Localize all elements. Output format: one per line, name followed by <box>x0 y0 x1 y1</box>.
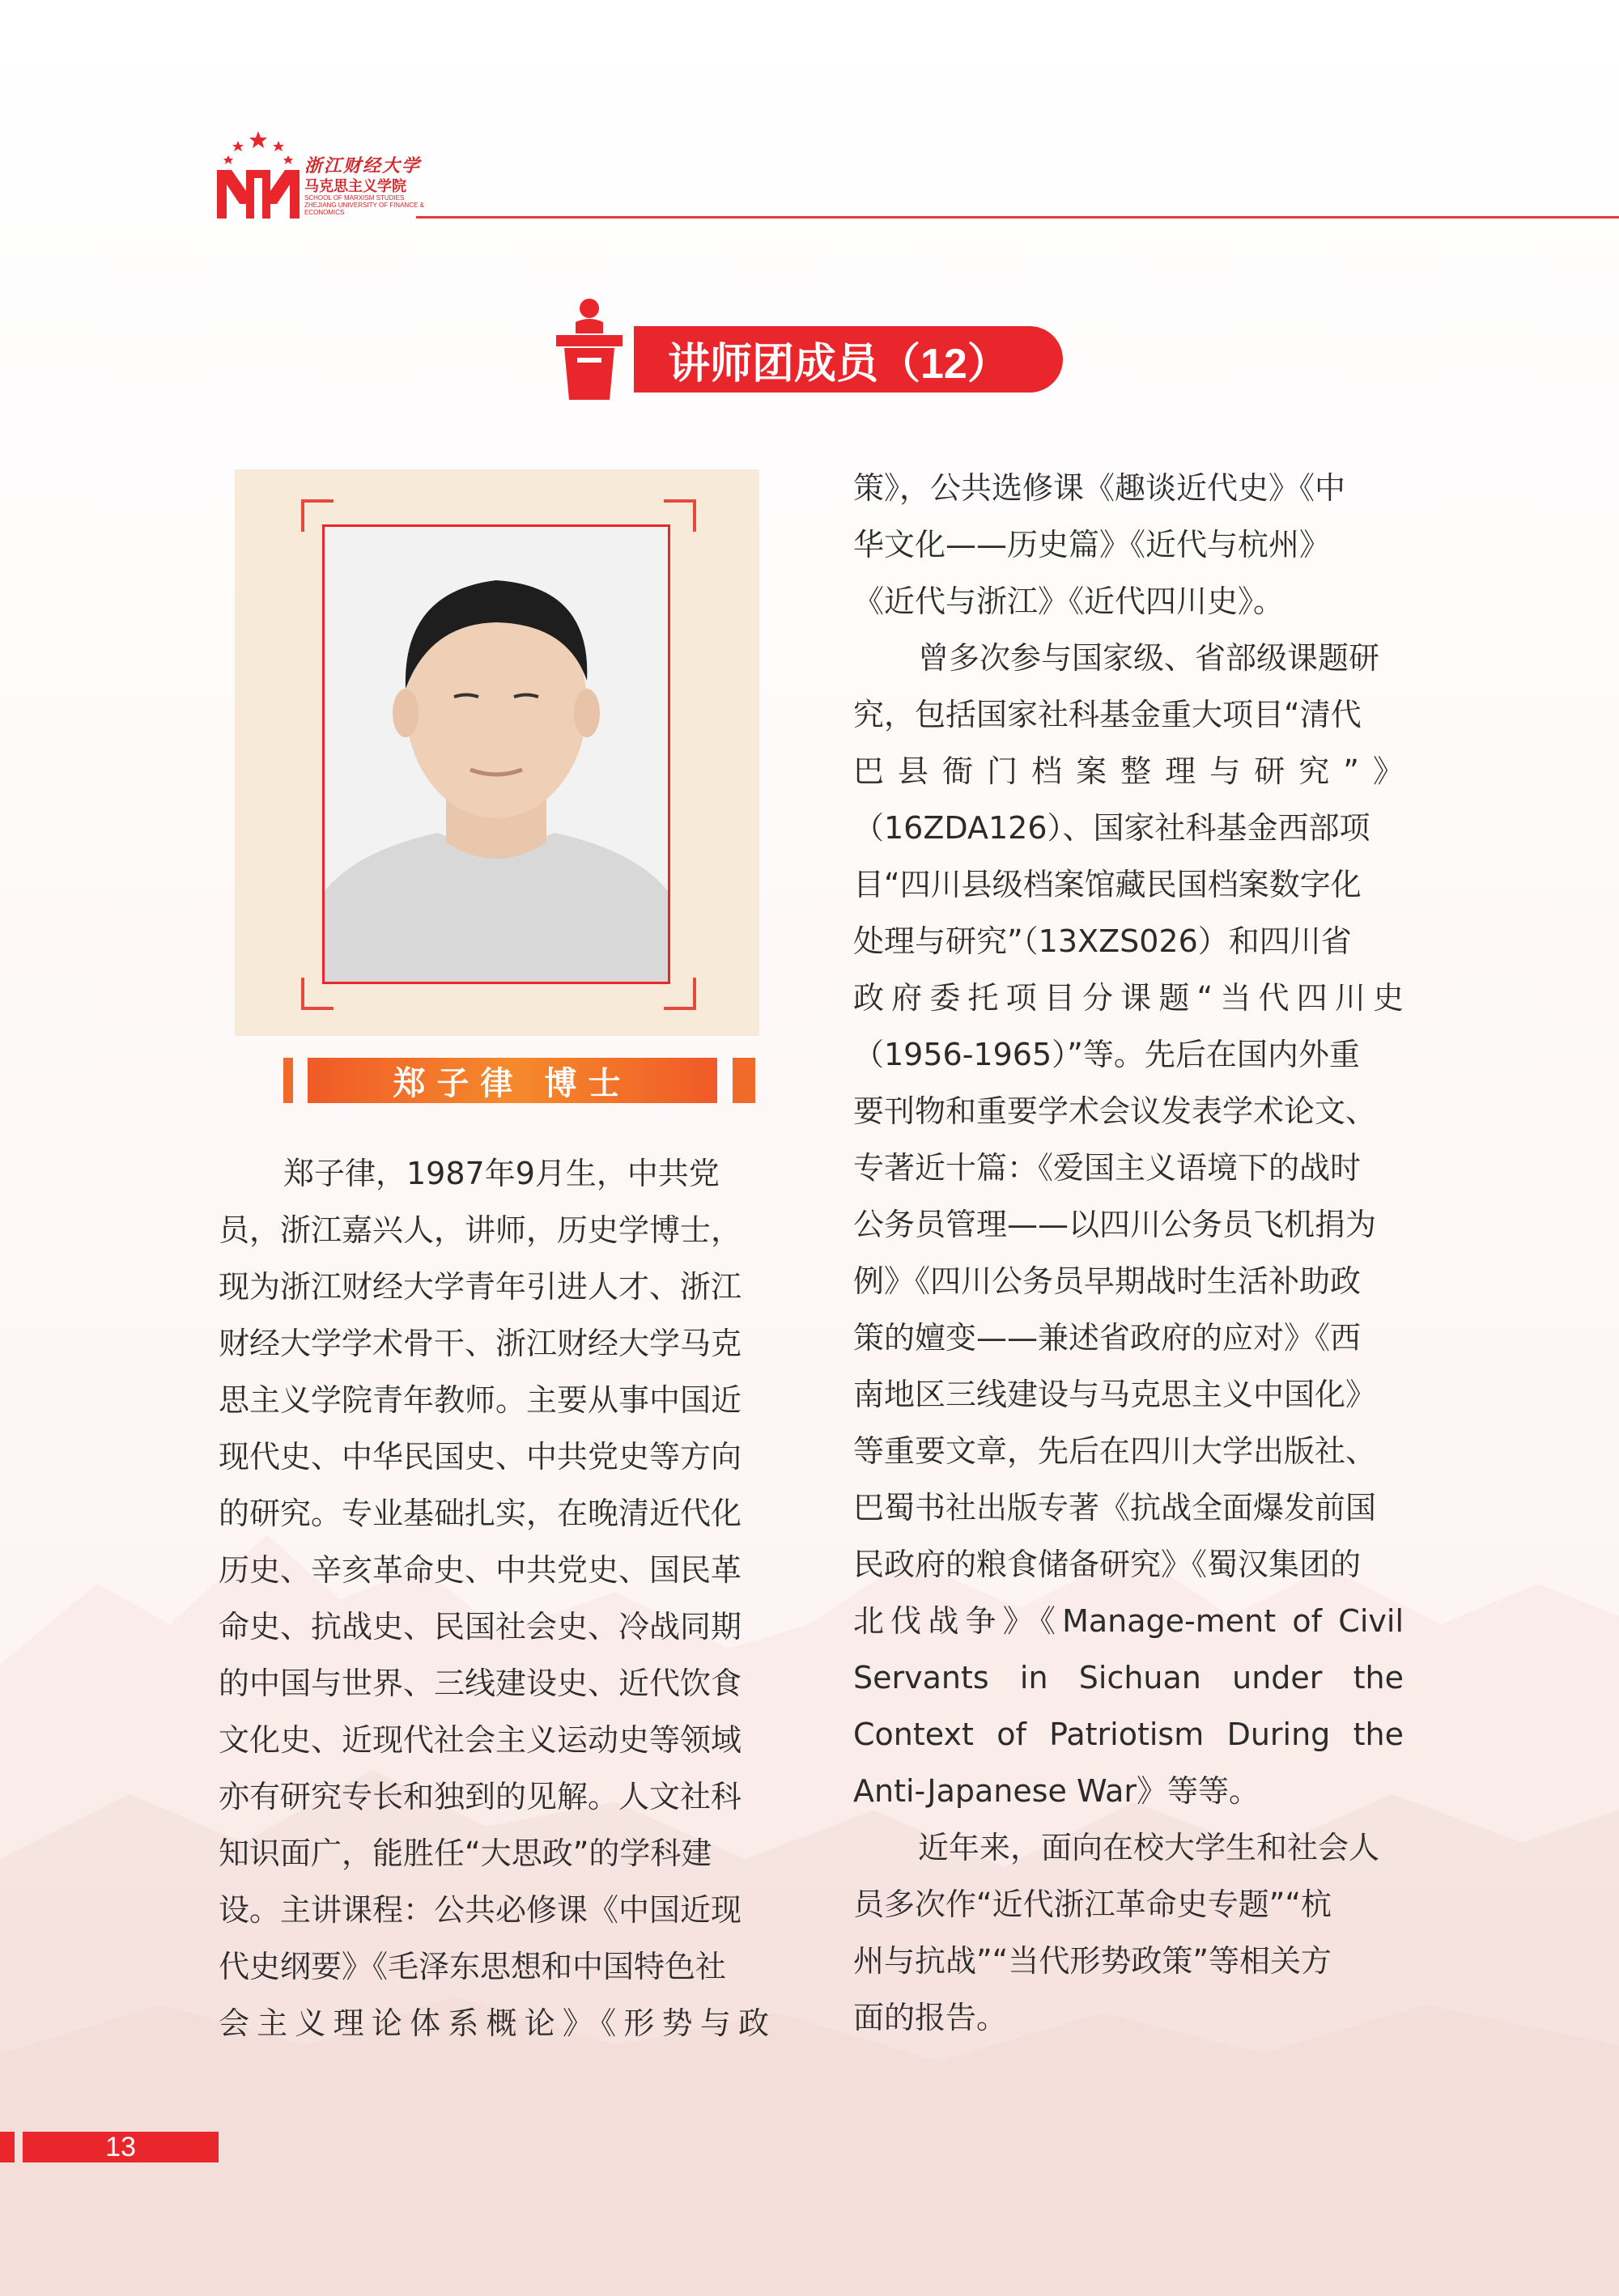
portrait-photo <box>322 524 670 984</box>
bio-line: 等重要文章，先后在四川大学出版社、 <box>853 1433 1377 1469</box>
bio-line: 公务员管理——以四川公务员飞机捐为 <box>853 1207 1377 1242</box>
bio-line: 郑子律，1987年9月生，中共党 <box>283 1156 720 1191</box>
page-number: 13 <box>105 2131 136 2162</box>
page-number-tick <box>0 2132 15 2162</box>
bio-right-column <box>853 460 1404 2046</box>
bio-line: 财经大学学术骨干、浙江财经大学马克 <box>219 1326 742 1361</box>
bio-line: 州与抗战”“当代形势政策”等相关方 <box>853 1943 1332 1979</box>
name-bar-right-tick <box>733 1058 755 1103</box>
speaker-podium-icon <box>553 298 626 400</box>
bio-line: 面的报告。 <box>853 2000 1008 2035</box>
bio-line: 政府委托项目分课题“当代四川史 <box>853 980 1404 1016</box>
bio-line: 现代史、中华民国史、中共党史等方向 <box>219 1439 742 1475</box>
bio-line: 思主义学院青年教师。主要从事中国近 <box>219 1382 742 1418</box>
bio-line: 专著近十篇：《爱国主义语境下的战时 <box>853 1150 1362 1186</box>
bio-line: 历史、辛亥革命史、中共党史、国民革 <box>219 1552 742 1588</box>
bio-line: （1956-1965）”等。先后在国内外重 <box>853 1037 1360 1072</box>
bio-line: 北伐战争》《Manage-ment of Civil <box>853 1603 1404 1639</box>
bio-line: 民政府的粮食储备研究》《蜀汉集团的 <box>853 1547 1362 1582</box>
bio-line: 知识面广，能胜任“大思政”的学科建 <box>219 1836 712 1871</box>
bio-line: （16ZDA126）、国家社科基金西部项 <box>853 810 1370 846</box>
bio-line: 员多次作“近代浙江革命史专题”“杭 <box>853 1886 1332 1922</box>
bio-line: Anti-Japanese War》等等。 <box>853 1773 1260 1809</box>
bio-line: 文化史、近现代社会主义运动史等领域 <box>219 1722 742 1758</box>
header-rule <box>416 216 1619 219</box>
bio-line: 巴蜀书社出版专著《抗战全面爆发前国 <box>853 1490 1377 1526</box>
bio-line: 《近代与浙江》《近代四川史》。 <box>853 584 1285 619</box>
bio-line: 巴县衙门档案整理与研究”》 <box>853 753 1404 789</box>
bio-line: 究，包括国家社科基金重大项目“清代 <box>853 697 1362 732</box>
bio-line: 近年来，面向在校大学生和社会人 <box>918 1830 1380 1865</box>
bio-line: Servants in Sichuan under the <box>853 1660 1404 1695</box>
name-bar-left-tick <box>283 1058 293 1103</box>
bio-line: 曾多次参与国家级、省部级课题研 <box>918 640 1380 676</box>
bio-line: 亦有研究专长和独到的见解。人文社科 <box>219 1779 742 1814</box>
bio-line: 现为浙江财经大学青年引进人才、浙江 <box>219 1269 742 1305</box>
bio-left-column <box>219 1145 769 2052</box>
bio-line: 要刊物和重要学术会议发表学术论文、 <box>853 1093 1377 1129</box>
bio-line: 的中国与世界、三线建设史、近代饮食 <box>219 1666 742 1701</box>
bio-line: 例》《四川公务员早期战时生活补助政 <box>853 1263 1362 1299</box>
bio-line: 南地区三线建设与马克思主义中国化》 <box>853 1377 1377 1412</box>
bio-line: 目“四川县级档案馆藏民国档案数字化 <box>853 867 1362 902</box>
bio-line: 员，浙江嘉兴人，讲师，历史学博士， <box>219 1212 742 1248</box>
bio-line: 的研究。专业基础扎实，在晚清近代化 <box>219 1496 742 1531</box>
school-logo <box>214 128 432 225</box>
bio-line: 策》，公共选修课《趣谈近代史》《中 <box>853 470 1346 506</box>
bio-line: 设。主讲课程：公共必修课《中国近现 <box>219 1892 742 1928</box>
logo-university-name: 浙江财经大学 <box>304 155 422 176</box>
section-title: 讲师团成员（12） <box>634 326 1063 393</box>
bio-line: 华文化——历史篇》《近代与杭州》 <box>853 527 1331 562</box>
bio-line: 代史纲要》《毛泽东思想和中国特色社 <box>219 1949 727 1984</box>
marxism-school-emblem-icon <box>214 128 303 225</box>
bio-line: 处理与研究”（13XZS026）和四川省 <box>853 923 1352 959</box>
logo-school-name: 马克思主义学院 <box>304 178 406 195</box>
bio-line: 命史、抗战史、民国社会史、冷战同期 <box>219 1609 742 1645</box>
bio-line: Context of Patriotism During the <box>853 1717 1404 1752</box>
bio-line: 会主义理论体系概论》《形势与政 <box>219 2005 769 2041</box>
profile-name: 郑子律 博士 <box>308 1058 717 1103</box>
logo-english-name: SCHOOL OF MARXISM STUDIES ZHEJIANG UNIVERSITY OF FINANCE & ECONOMICS <box>304 194 424 216</box>
bio-line: 策的嬗变——兼述省政府的应对》《西 <box>853 1320 1362 1356</box>
